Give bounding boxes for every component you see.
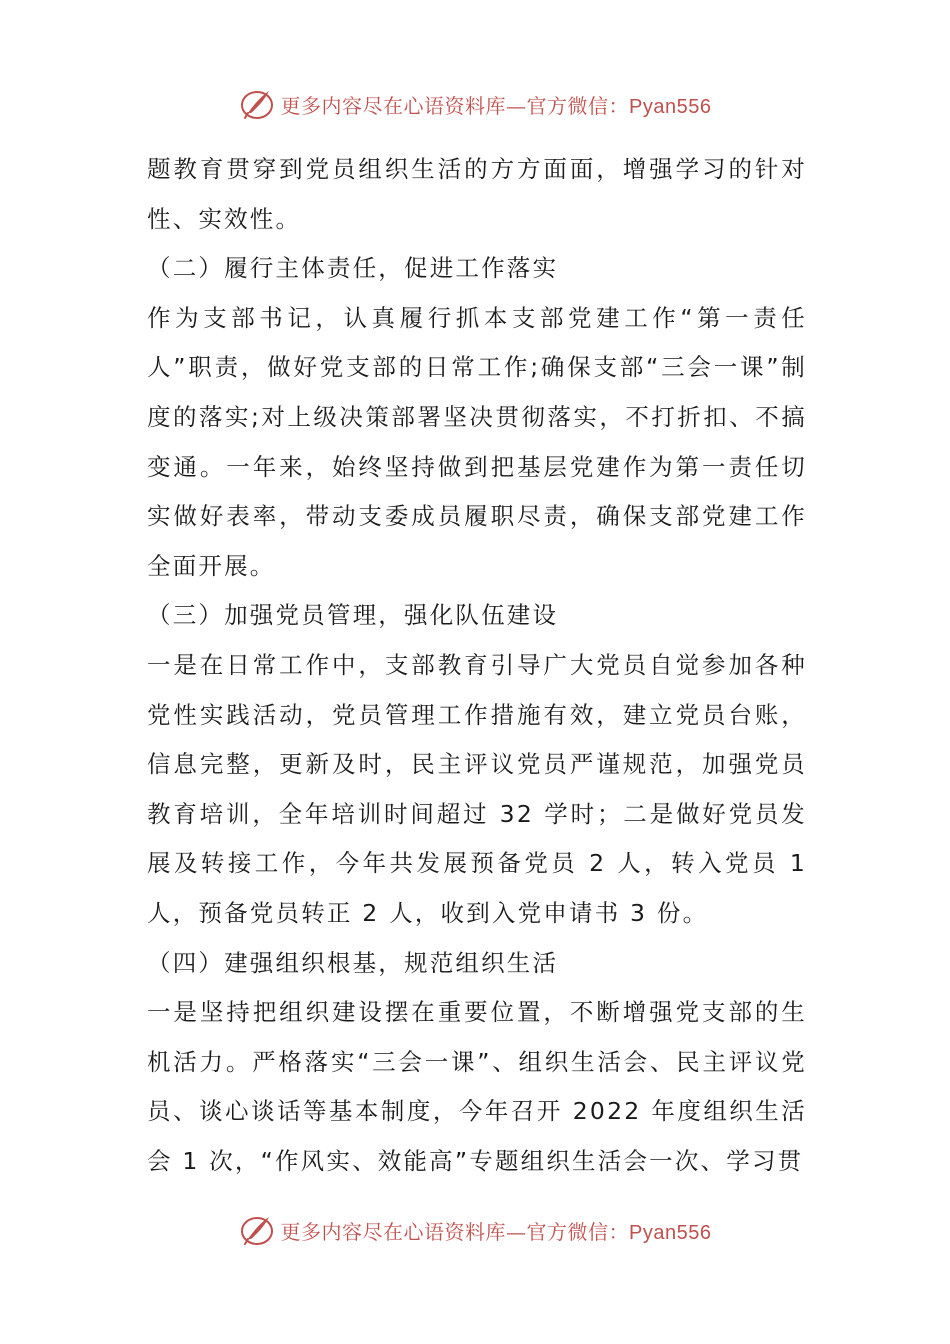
banner-label: 更多内容尽在心语资料库—官方微信：	[280, 1219, 630, 1244]
paragraph-continued: 题教育贯穿到党员组织生活的方方面面，增强学习的针对性、实效性。	[147, 155, 807, 233]
footer-banner	[0, 1210, 950, 1250]
paragraph-section-3: 一是在日常工作中，支部教育引导广大党员自觉参加各种党性实践活动，党员管理工作措施有效，建立党员台账，信息完整，更新及时，民主评议党员严谨规范，加强党员教育培训，全年培训时间超过 32 学时；二是做好党员发展及转接工作，今年共发展预备党员 2 人，转入党员 1 人，预备党员转正 2 人，收到入党申请书 3 份。	[147, 650, 807, 927]
header-banner	[0, 84, 950, 124]
banner-text	[281, 90, 712, 119]
paragraph-section-2: 作为支部书记，认真履行抓本支部党建工作“第一责任人”职责，做好党支部的日常工作;确保支部“三会一课”制度的落实;对上级决策部署坚决贯彻落实，不打折扣、不搞变通。一年来，始终坚持做到把基层党建作为第一责任切实做好表率，带动支委成员履职尽责，确保支部党建工作全面开展。	[147, 303, 807, 580]
quill-logo-icon	[239, 86, 275, 122]
wechat-handle: Pyan556	[629, 1221, 712, 1244]
wechat-handle: Pyan556	[629, 95, 712, 118]
body-content	[147, 145, 807, 1186]
quill-logo-icon	[239, 1212, 275, 1248]
banner-text	[281, 1216, 712, 1245]
section-heading-4: （四）建强组织根基，规范组织生活	[147, 948, 559, 977]
section-heading-3: （三）加强党员管理，强化队伍建设	[147, 601, 559, 630]
section-heading-2: （二）履行主体责任，促进工作落实	[147, 254, 559, 283]
banner-label: 更多内容尽在心语资料库—官方微信：	[280, 93, 630, 118]
paragraph-section-4: 一是坚持把组织建设摆在重要位置，不断增强党支部的生机活力。严格落实“三会一课”、组织生活会、民主评议党员、谈心谈话等基本制度，今年召开 2022 年度组织生活会 1 次，“作风实、效能高”专题组织生活会一次、学习贯	[147, 998, 807, 1175]
